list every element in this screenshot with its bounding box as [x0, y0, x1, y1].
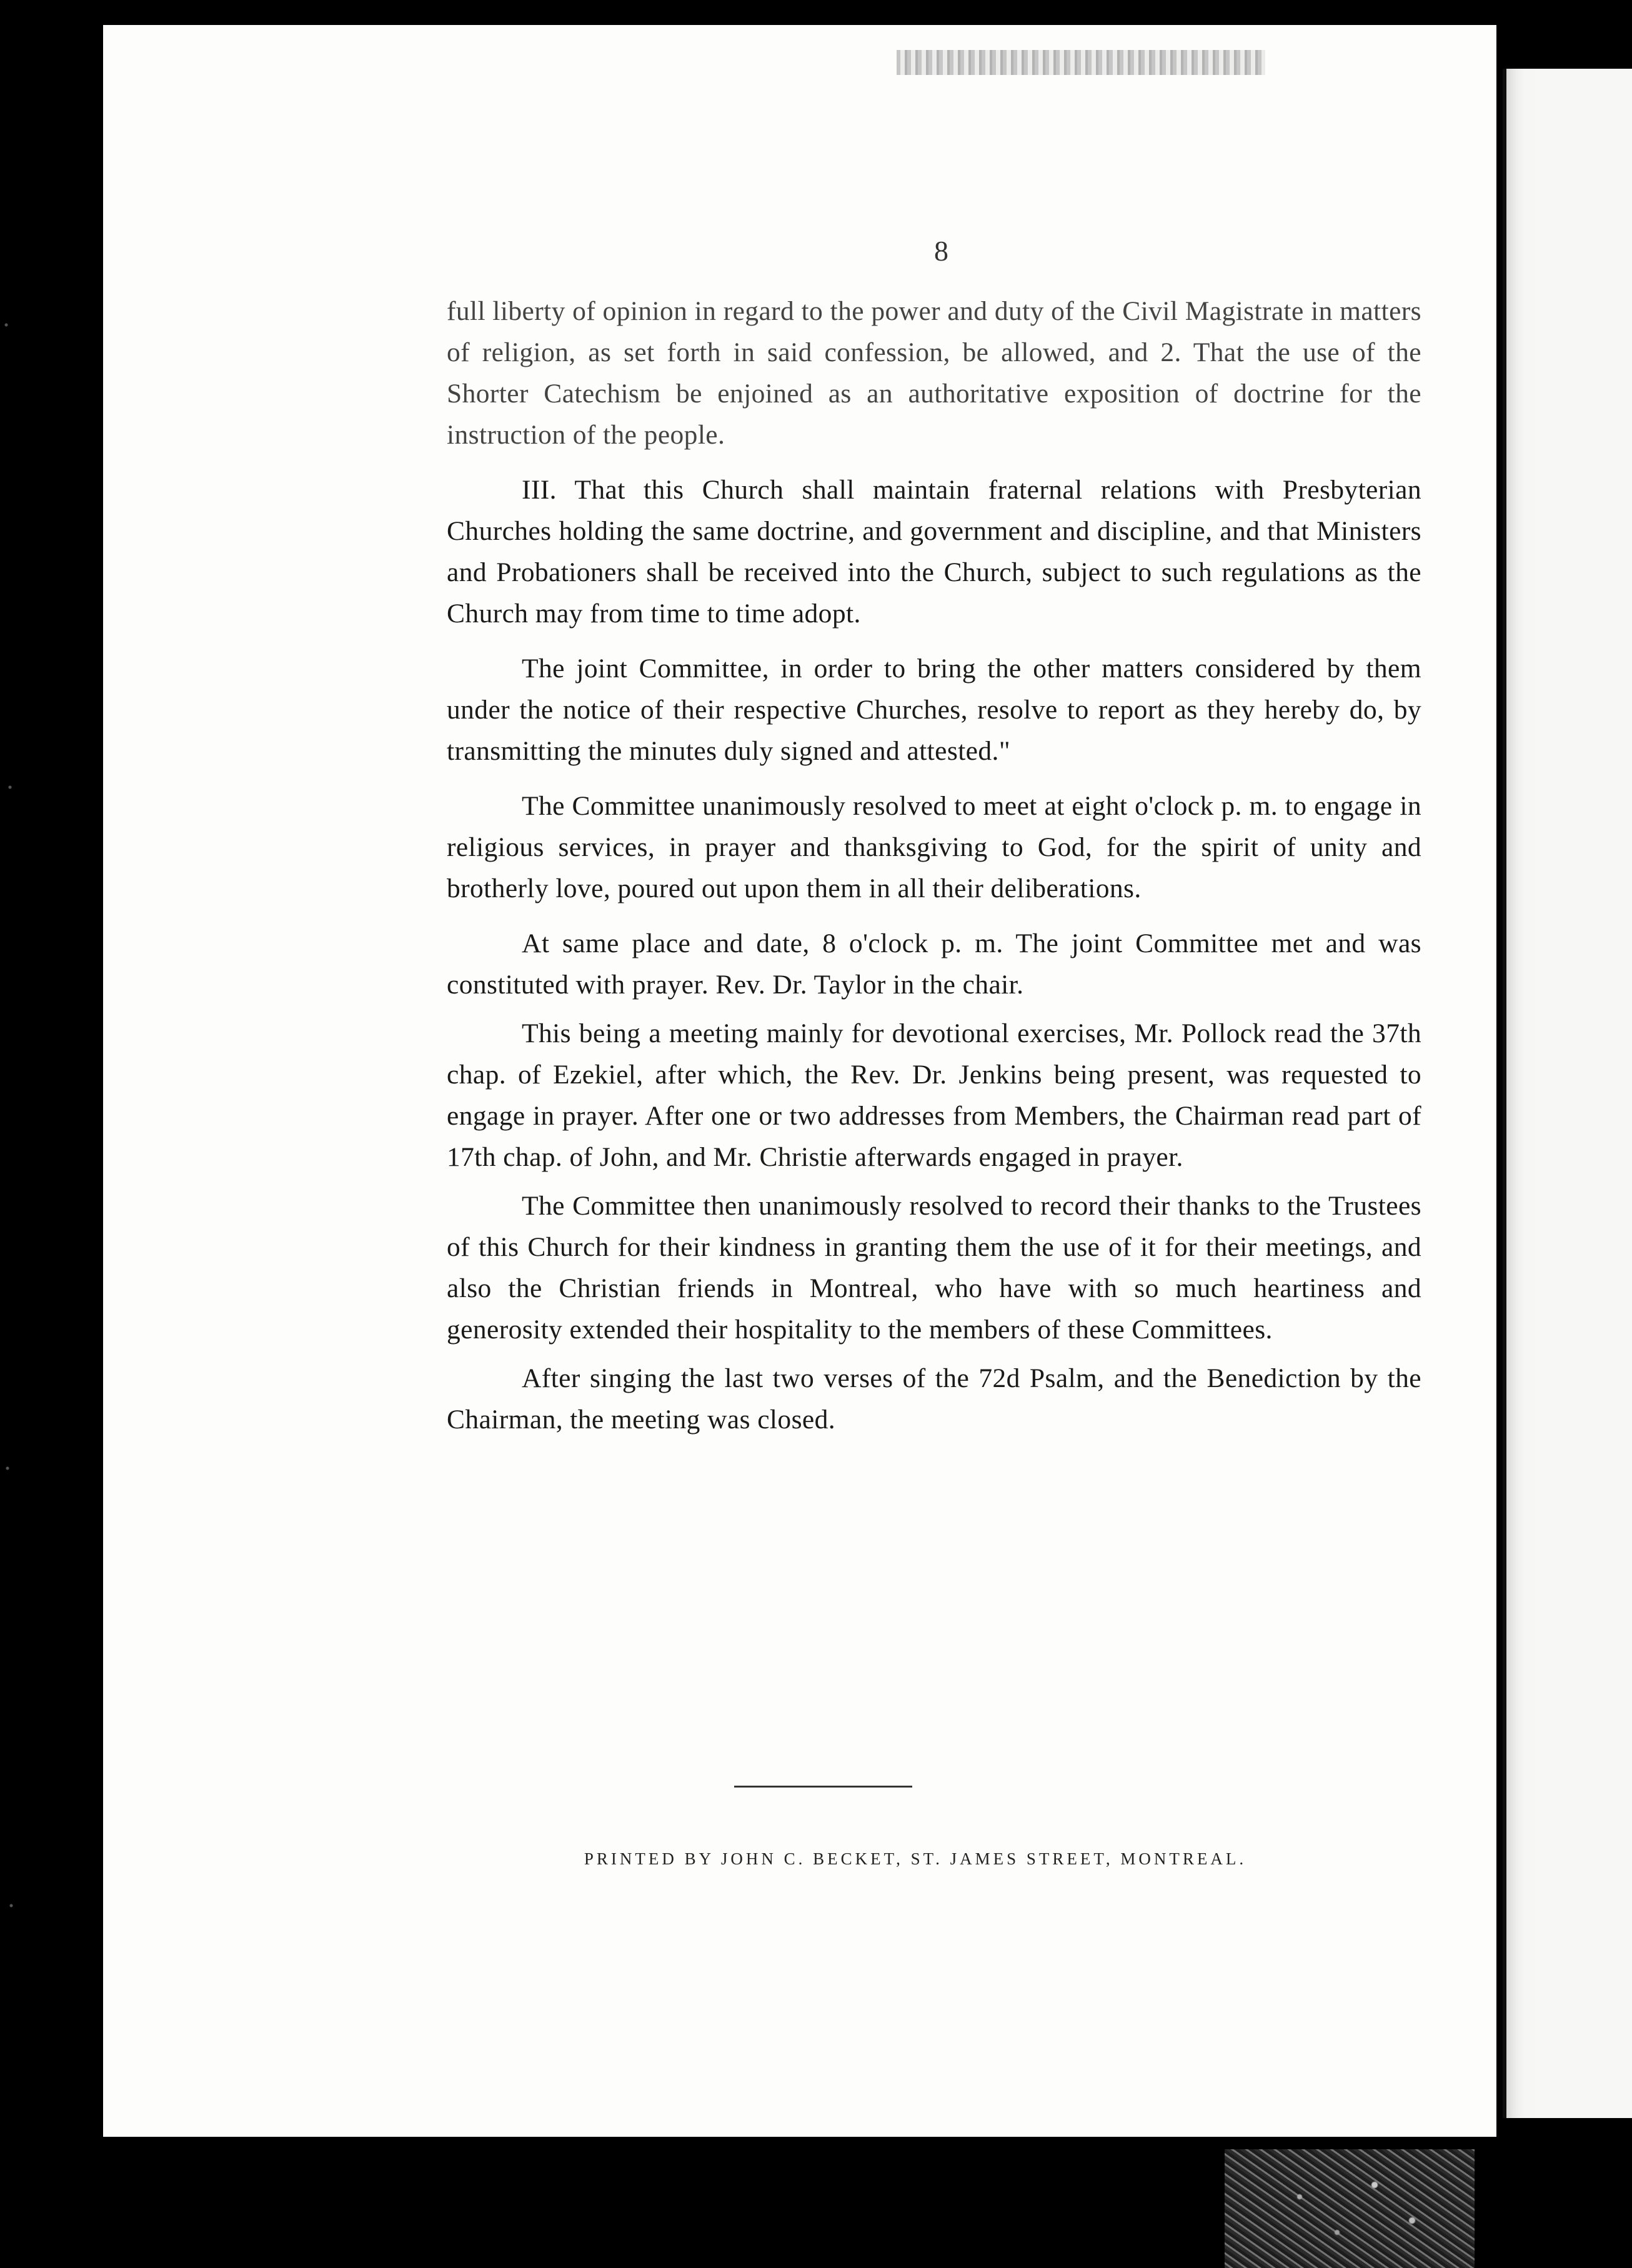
- paragraph-continuation: full liberty of opinion in regard to the power and duty of the Civil Magistrate in matters of religion, as set forth in said confession, be allowed, and 2. That the use of the Shorter Catechism be enjoined as an authoritative exposition of doctrine for the instruction of the people.: [447, 296, 1421, 450]
- paragraph-thanks: The Committee then unanimously resolved to record their thanks to the Trustees of this Church for their kindness in granting them the use of it for their meetings, and also the Christian friends in Montreal, who have with so much heartiness and generosity extended their hospitality to the members of these Committees.: [447, 1191, 1421, 1345]
- page-number: 8: [934, 235, 948, 267]
- paragraph-joint-committee-report: The joint Committee, in order to bring the other matters considered by them under the notice of their respective Churches, resolve to report as they hereby do, by transmitting the minutes duly signed and attested.": [447, 654, 1421, 766]
- scan-smudge-bottom: [1225, 2149, 1475, 2268]
- printer-imprint: PRINTED BY JOHN C. BECKET, ST. JAMES STREET, MONTREAL.: [584, 1849, 1247, 1868]
- paragraph-devotional-exercises: This being a meeting mainly for devotional exercises, Mr. Pollock read the 37th chap. of Ezekiel, after which, the Rev. Dr. Jenkins being present, was requested to engage in prayer. After one or two addresses from Members, the Chairman read part of 17th chap. of John, and Mr. Christie afterwards engaged in prayer.: [447, 1018, 1421, 1172]
- scan-margin-specks: [0, 0, 100, 2268]
- body-text: [447, 291, 1421, 1454]
- adjacent-page-edge: [1503, 69, 1632, 2118]
- paragraph-closing: After singing the last two verses of the 72d Psalm, and the Benediction by the Chairman, the meeting was closed.: [447, 1363, 1421, 1435]
- paragraph-evening-meeting: At same place and date, 8 o'clock p. m. The joint Committee met and was constituted with prayer. Rev. Dr. Taylor in the chair.: [447, 928, 1421, 1000]
- section-divider: [734, 1786, 912, 1788]
- paragraph-article-iii: III. That this Church shall maintain fraternal relations with Presbyterian Churches holding the same doctrine, and government and discipline, and that Ministers and Probationers shall be received into the Church, subject to such regulations as the Church may from time to time adopt.: [447, 475, 1421, 629]
- paragraph-religious-services: The Committee unanimously resolved to meet at eight o'clock p. m. to engage in religious services, in prayer and thanksgiving to God, for the spirit of unity and brotherly love, poured out upon them in all their deliberations.: [447, 791, 1421, 903]
- scan-smudge-top: [897, 50, 1265, 75]
